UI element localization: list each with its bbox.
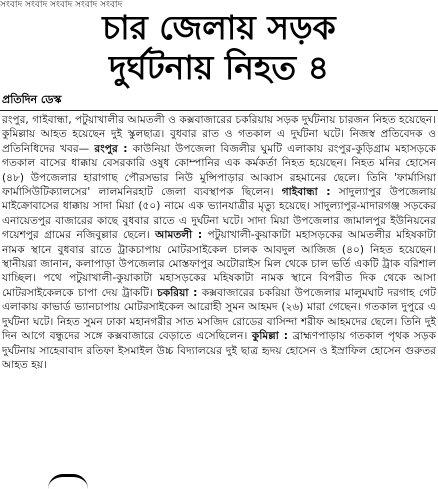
headline-line-1: চার জেলায় সড়ক [102,8,336,47]
comilla-report: ব্রাহ্মণপাড়ায় গতকাল পৃথক সড়ক দুর্ঘটনায় সাহেবাবাদ রতিফা ইসমাইল উচ্চ বিদ্যালয়ের দুই ছাত্র হৃদয় হোসেন ও ইস্রাফিল হোসেন গুরুতর আহত হয়। [2,330,436,371]
headline-line-2: দুর্ঘটনায় নিহত ৪ [108,48,330,87]
amtoli-report: পটুয়াখালী-কুয়াকাটা মহাসড়কের আমতলীর মহিষকাটা নামক স্থানে বুধবার রাতে ট্রাকচাপায় মোটরসাইকেল চালক আবদুল আজিজ (৪০) নিহত হয়েছেন। স্থানীয়রা জানান, কলাপাড়া উপজেলার মোস্তফাপুর অটোরাইস মিল থেকে চাল ভর্তি একটি ট্রাক বরিশাল যাচ্ছিল। পথে পটুয়াখালী-কুয়াকাটা মহাসড়কের মহিষকাটা নামক স্থানে বিপরীত দিক থেকে আসা মোটরসাইকেলকে চাপা দেয় ট্রাকটি। [2,229,436,299]
rangpur-report: কাউনিয়া উপজেলা বিজলীর ঘুমটি এলাকায় রংপুর-কুড়িগ্রাম মহাসড়কে গতকাল বাসের ধাক্কায় বেসরকারি ওষুধ কোম্পানির এক কর্মকর্তা নিহত হয়েছেন। নিহত মনির হোসেন (৪৮) উপজেলার হারাগাছ পৌরসভার নিউ মুন্সিপাড়ার আব্বাস রহমানের ছেলে। তিনি 'ফার্মাসিয়া ফার্মাসিউটিক্যালসের' লালমনিরহাট জেলা ব্যবস্থাপক ছিলেন। [2,142,436,199]
article-intro: রংপুর, গাইবান্ধা, পটুয়াখালীর আমতলী ও কক্সবাজারের চকরিয়ায় সড়ক দুর্ঘটনায় চারজন নিহত হয়েছেন। কুমিল্লায় আহত হয়েছেন দুই স্কুলছাত্র। বুধবার রাত ও গতকাল এ দুর্ঘটনা ঘটে। নিজস্ব প্রতিবেদক ও প্রতিনিধিদের খবর— [2,114,436,155]
byline: প্রতিদিন ডেস্ক [2,93,62,106]
gaibandha-report: সাদুল্যাপুর উপজেলায় মাইক্রোবাসের ধাক্কায় সাদা মিয়া (৫০) নামে এক ভ্যানযাত্রীর মৃত্যু হয়েছে। সাদুল্যাপুর-মাদারগঞ্জ সড়কের এনায়েতপুর বাজারের কাছে বুধবার রাতে এ দুর্ঘটনা ঘটে। সাদা মিয়া উপজেলার জামালপুর ইউনিয়নের গয়েশপুর গ্রামের নজিবুল্লার ছেলে। [2,186,436,242]
article-body [2,113,436,483]
previous-article-strip: সংবাদ সংবাদ সংবাদ সংবাদ সংবাদ [0,0,123,10]
dateline-amtoli: আমতলী : [155,229,203,242]
chakaria-report: কক্সবাজারের চকরিয়া উপজেলার মালুমঘাট দরগাহ গেট এলাকায় কাভার্ড ভ্যানচাপায় মোটরসাইকেল আরোহী সুমন আহমদ (২৬) মারা গেছেন। গতকাল দুপুরে এ দুর্ঘটনা ঘটে। নিহত সুমন ঢাকা মহানগরীর সাত মসজিদ রোডের বাসিন্দা শরীফ আহমদের ছেলে। তিনি দুই দিন আগে বন্ধুদের সঙ্গে কক্সবাজারে বেড়াতে এসেছিলেন। [2,286,436,343]
dateline-rangpur: রংপুর : [94,142,128,155]
dateline-comilla: কুমিল্লা : [251,330,289,343]
dateline-chakaria: চকরিয়া : [157,286,198,299]
next-article-fragment [48,474,88,489]
headline [0,8,438,88]
byline-divider [0,110,438,111]
article-paragraph [2,113,436,372]
dateline-gaibandha: গাইবান্ধা : [281,186,331,199]
